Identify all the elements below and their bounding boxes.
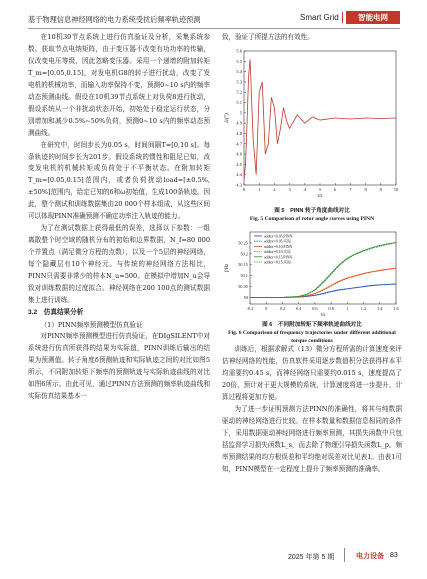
- figure-5-caption: [222, 207, 402, 223]
- y-tick-label: 5.5: [236, 58, 242, 64]
- x-tick-label: 1.6: [393, 306, 399, 311]
- figure-5: [222, 45, 402, 205]
- section-heading-3-2: 3.2 仿真结果分析: [28, 308, 84, 316]
- y-tick-label: 5.6: [236, 48, 242, 54]
- y-tick-label: 5.1: [236, 100, 242, 106]
- x-tick-label: 0: [265, 306, 268, 311]
- y-axis-label: f/Hz: [225, 263, 230, 273]
- footer-separator: [344, 548, 345, 562]
- x-tick-label: 1.4: [377, 306, 383, 311]
- y-tick-label: 50.15: [238, 262, 248, 268]
- y-tick-label: 4.6: [236, 151, 242, 157]
- x-tick-label: 8: [364, 187, 367, 192]
- legend-entry: addtor=0.10,实际: [264, 250, 292, 255]
- header-rule: [28, 28, 400, 29]
- x-tick-label: 1: [258, 187, 261, 192]
- left-column: [28, 32, 210, 403]
- x-tick-label: 0.4: [295, 306, 302, 311]
- right-column-top: [222, 32, 402, 44]
- paragraph-speed: 训练后，根据求解式（13）微分方程所需的计算速度来评估神经网络的性能，仿真软件采用逐步数值积分法获得样本平均需要约0.45 s，而神经网络只需要约0.015 s，速度提高了20倍，预计对于更大规模的系统，计算速度将进一步提升，计算过程将更加方便。: [222, 345, 402, 401]
- y-tick-label: 5.3: [236, 79, 242, 85]
- subsection-heading-3-2-1: （1）PINN频率预测模型仿真验证: [40, 320, 143, 329]
- running-header-title: 基于物理信息神经网络的电力系统受扰后频率轨迹预测: [28, 15, 201, 24]
- y-tick-label: 4.7: [236, 141, 242, 147]
- x-tick-label: 1.2: [360, 306, 367, 311]
- paragraph-time-step: 在研究中，时间步长为0.05 s，时间间隔T=[0,10 s]。每条轨迹的时间步长为201步。假设系统的惯性和阻尼已知，改变发电机的机械转矩或负荷处于不平衡状态。在附加转矩T_m=[0.05,0.15]范围内，或者负荷扰动load=[±0.5%,±50%]范围内，给定已知的δ和ω初始值，生成100条轨迹。因此，整个测试和训练数据集由20 000个样本组成，从这些区间可以体现PINN准确预测不确定功率注入轨迹的能力。: [28, 140, 210, 221]
- y-tick-label: 50.1: [240, 273, 248, 279]
- series-line-0: [244, 59, 396, 180]
- legend-entry: addtor=0.05,PINN: [264, 234, 293, 239]
- journal-brand: Smart Grid: [300, 13, 339, 22]
- legend-entry: addtor=0.15,PINN: [264, 255, 293, 260]
- paragraph-continuation: 致，验证了所提方法的有效性。: [222, 33, 314, 41]
- y-tick-label: 5.4: [236, 69, 242, 75]
- y-tick-label: 4.3: [236, 182, 242, 188]
- y-tick-label: 50: [243, 294, 248, 300]
- y-tick-label: 50.2: [240, 251, 248, 257]
- figure-5-caption-cn: 图 5 PINN 转子角度曲线对比: [274, 208, 350, 214]
- figure-6-caption: [222, 321, 402, 345]
- legend-entry: addtor=0.05,实际: [264, 239, 292, 244]
- paragraph-validation: 对PINN频率预测模型进行仿真验证，在DIgSILENT中对系统进行仿真所获得的结果为实际值，PINN训练后输出的结果为预测值。转子角度δ预测轨迹和实际轨迹之间的对比如图5所示，不同附加转矩下频率的预测轨迹与实际轨迹曲线的对比如图6所示。由此可见，通过PINN方法预测的频率轨迹曲线和实际仿真结果基本一: [28, 331, 210, 400]
- x-tick-label: 0: [242, 187, 246, 192]
- y-tick-label: 4.9: [236, 120, 242, 126]
- x-tick-label: 0.2: [279, 306, 286, 311]
- rotor-angle-chart: [222, 45, 402, 205]
- figure-6: [222, 228, 402, 320]
- x-tick-label: 5: [318, 187, 322, 192]
- x-tick-label: 10: [393, 187, 399, 192]
- y-axis-label: δ/(°): [224, 113, 230, 123]
- y-tick-label: 5.2: [236, 89, 242, 95]
- frequency-trajectory-chart: [222, 228, 402, 320]
- x-tick-label: 0.6: [312, 306, 318, 311]
- figure-6-caption-cn: 图 6 不同附加转矩下频率轨迹曲线对比: [262, 322, 362, 328]
- x-tick-label: 1: [346, 306, 349, 311]
- journal-tag-badge: 智能电网: [346, 11, 400, 24]
- y-tick-label: 5: [239, 110, 242, 116]
- x-tick-label: 0.8: [328, 306, 334, 311]
- figure-6-caption-en: Fig. 6 Comparison of frequency trajectories under different additional torque conditions: [228, 330, 396, 344]
- header-separator: [342, 12, 343, 23]
- series-line-3: [250, 268, 396, 297]
- footer-issue: 2025 年第 5 期: [288, 554, 335, 561]
- y-tick-label: 50.05: [238, 284, 248, 290]
- x-tick-label: 2: [273, 187, 276, 192]
- x-tick-label: -0.2: [246, 306, 254, 311]
- y-tick-label: 4.8: [236, 130, 242, 136]
- figure-5-caption-en: Fig. 5 Comparison of rotor angle curves using PINN: [249, 216, 375, 222]
- footer-logo: 电力设备: [356, 552, 384, 560]
- legend-entry: addtor=0.15,实际: [264, 260, 292, 265]
- legend-entry: addtor=0.10,PINN: [264, 244, 293, 249]
- page-number: 83: [390, 552, 398, 559]
- y-tick-label: 4.5: [236, 161, 242, 167]
- x-tick-label: 6: [334, 187, 337, 192]
- x-axis-label: t/s: [317, 193, 323, 199]
- paragraph-parameters: 为了在测试数据上获得最低的误差，选择以下参数：一组离散整个时空域的随机分布的初始和边界数据，N_f=80 000个并置点（满足微分方程的点数），以及一个5层的神经网络，每个隐藏层有10个神经元。与传统的神经网络方法相比，PINN只需要非常少的样本N_u=500。在模拟中增加N_u会导致对训练数据的过度拟合。神经网络在200 100点的测试数据集上进行训练。: [28, 224, 210, 304]
- y-tick-label: 50.25: [238, 240, 248, 246]
- x-tick-label: 3: [288, 187, 291, 192]
- x-axis-label: t/s: [320, 313, 326, 318]
- right-column-bottom: [222, 344, 402, 475]
- paragraph-system-setup: 在10机39节点系统上进行仿真验证及分析，采集系统参数。获取节点电纳矩阵，由于变压器不改变有功功率的传输，仅改变电压等级，因此忽略变压器。采用一个递增的附加转矩T_m=[0.05,0.15]，对发电机G8的转子进行扰动，改变了发电机的机械功率，而输入功率保持不变，预测0~10 s内的频率动态预测曲线。假设在10机39节点系统上对负荷8进行扰动，假设系统从一个非扰动状态开始，初始处于稳定运行状态，分别增加和减少0.5%~50%负荷，预测0~10 s内的频率动态预测曲线。: [28, 33, 210, 137]
- x-tick-label: 9: [379, 187, 382, 192]
- x-tick-label: 7: [349, 187, 352, 192]
- y-tick-label: 4.4: [236, 172, 242, 178]
- x-tick-label: 4: [303, 187, 306, 192]
- paragraph-comparison: 为了进一步证明预测方法PINN的准确性，将其与纯数据驱动的神经网络进行比较。在样本数量和数据信息相同的条件下，采用数据驱动神经网络进行频率预测，其损失函数中只包括监督学习损失函数L_s，而去除了物理引导损失函数L_p。频率预测结果的均方根误差和平均绝对误差对比见表1。由表1可知，PINN模型在一定程度上提升了频率预测的准确率。: [222, 404, 402, 473]
